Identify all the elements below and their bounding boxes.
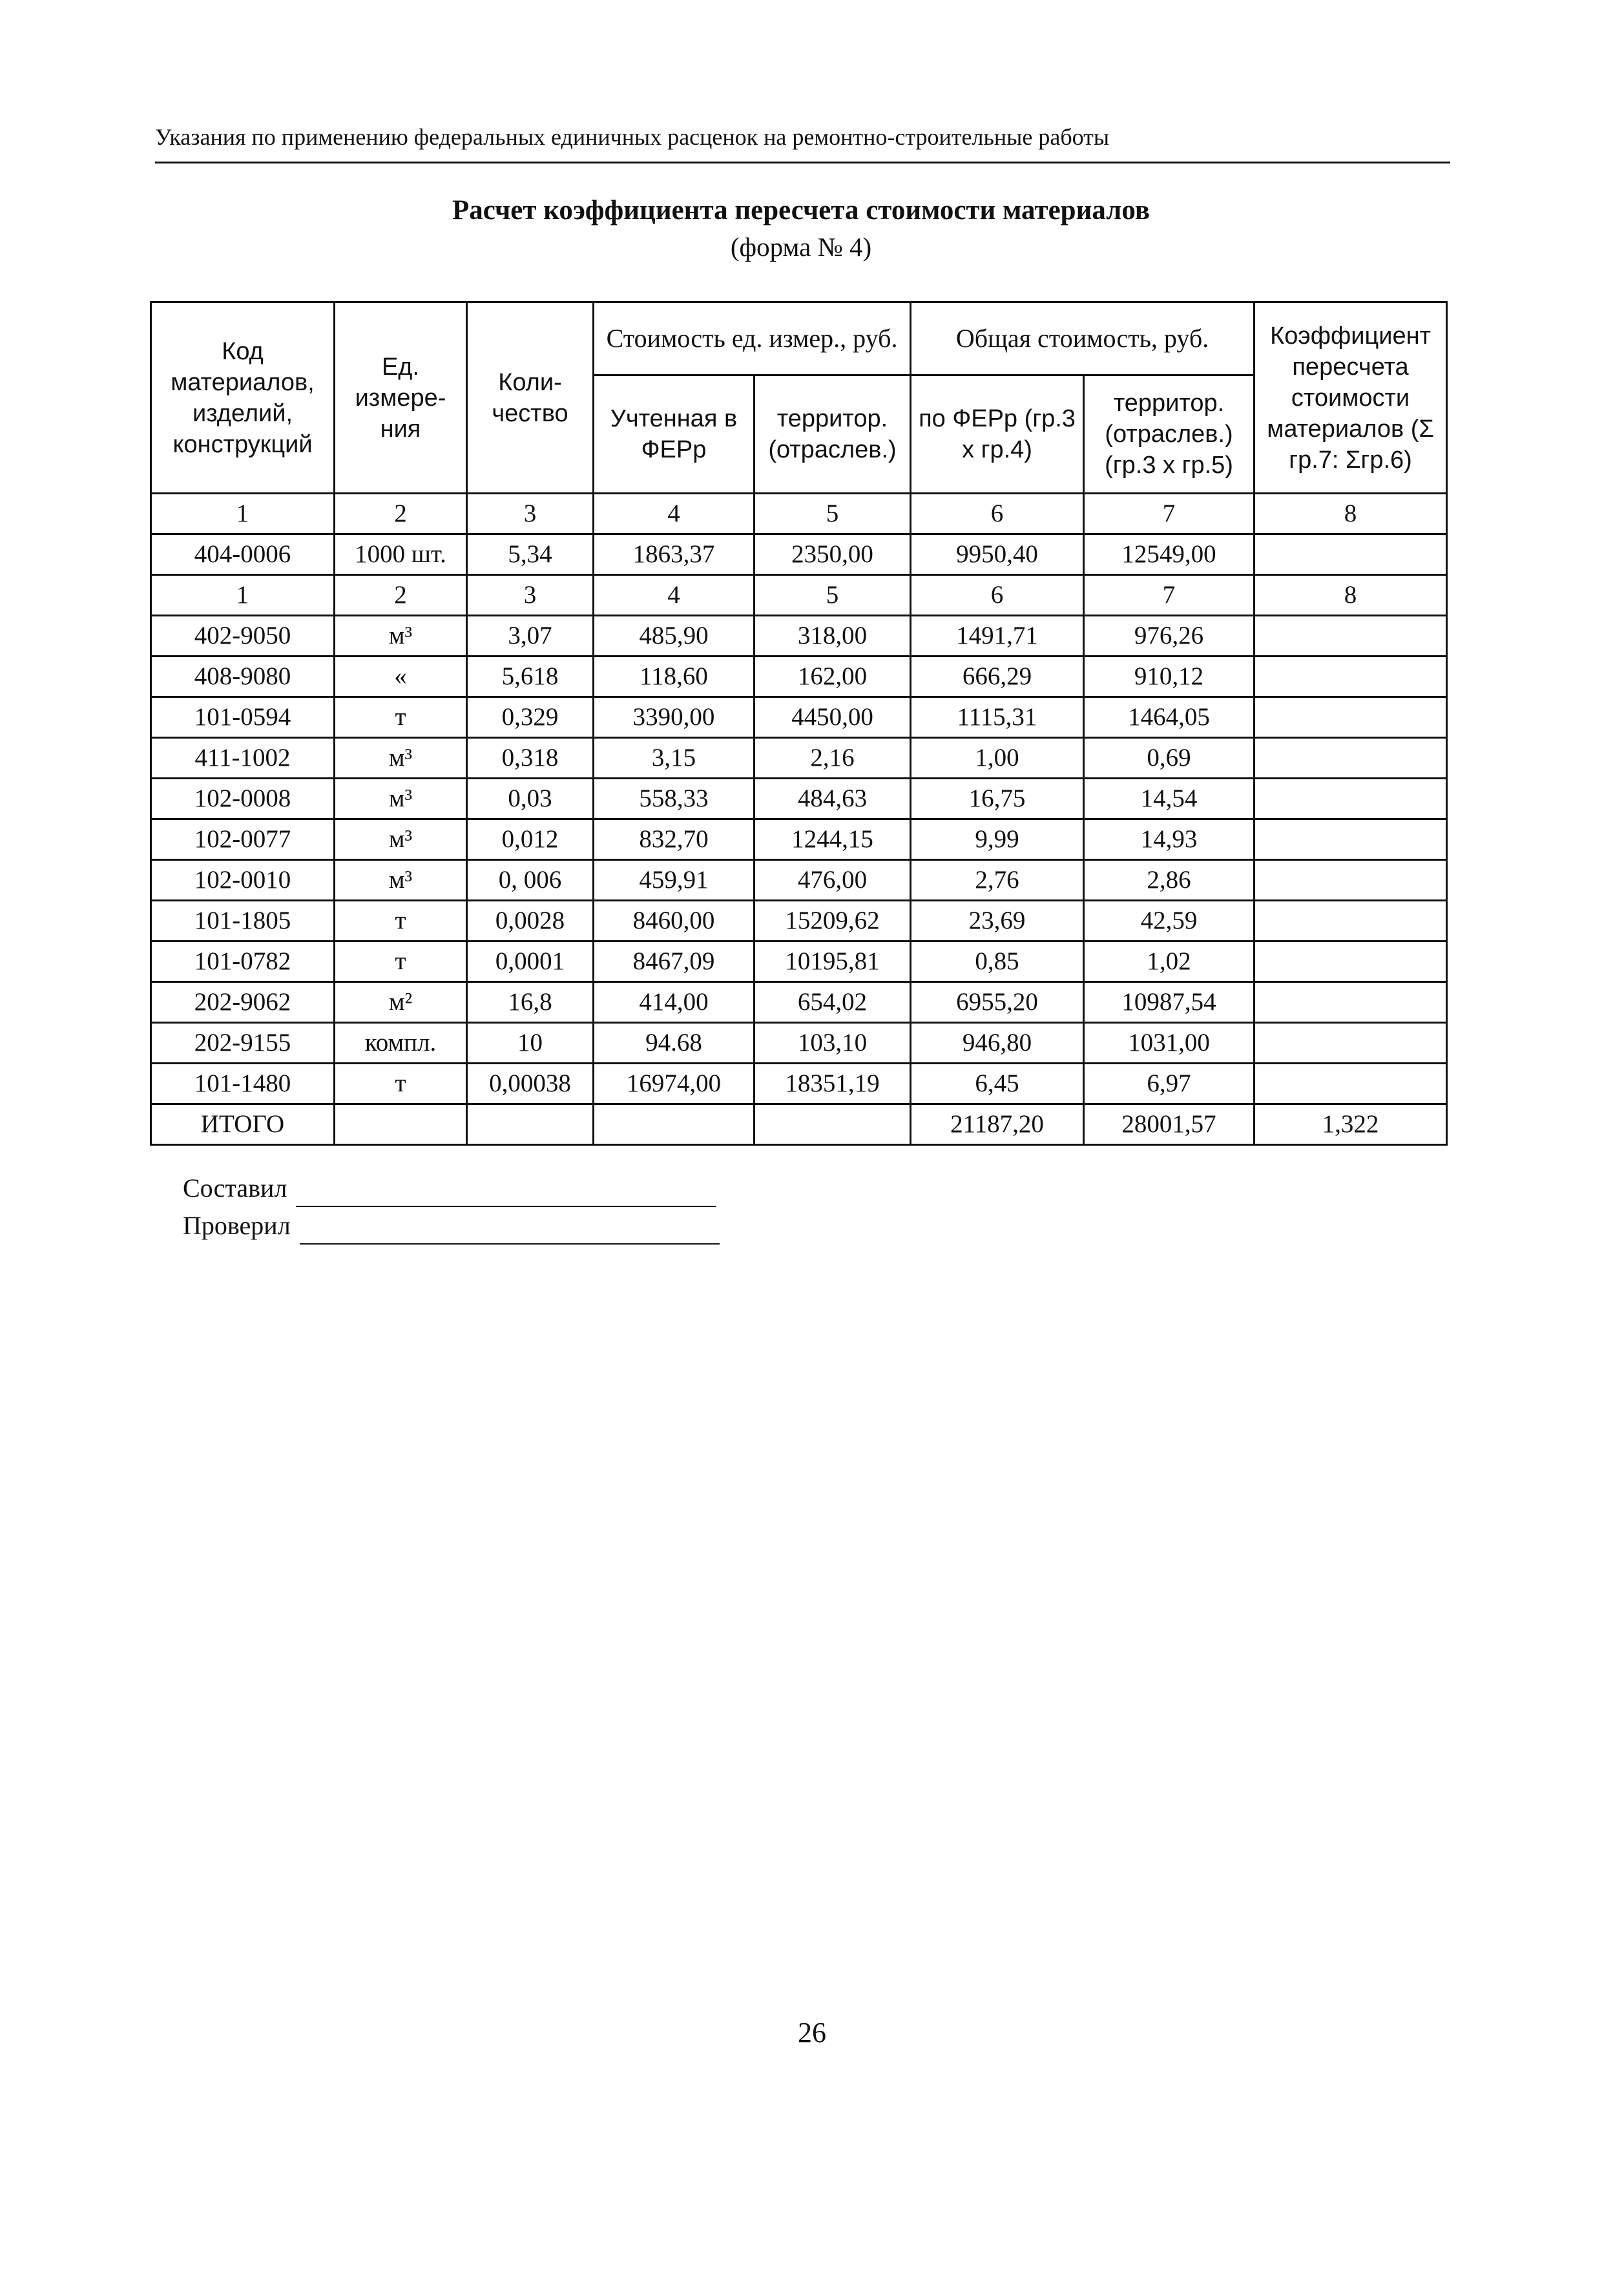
table-cell: 5 bbox=[755, 494, 911, 534]
table-cell: 7 bbox=[1084, 494, 1254, 534]
table-cell: 14,54 bbox=[1084, 779, 1254, 819]
table-cell: 12549,00 bbox=[1084, 534, 1254, 575]
table-cell: 28001,57 bbox=[1084, 1104, 1254, 1145]
table-cell: ИТОГО bbox=[151, 1104, 335, 1145]
table-cell: м³ bbox=[335, 738, 467, 779]
table-cell: 3390,00 bbox=[594, 697, 755, 738]
title-block bbox=[155, 193, 1447, 265]
table-cell: 103,10 bbox=[755, 1023, 911, 1064]
table-cell: 202-9155 bbox=[151, 1023, 335, 1064]
compiled-by-line bbox=[183, 1170, 720, 1207]
checked-by-blank bbox=[300, 1217, 720, 1245]
table-cell: м³ bbox=[335, 819, 467, 860]
table-cell: 6 bbox=[911, 575, 1084, 616]
table-cell: 1244,15 bbox=[755, 819, 911, 860]
table-cell: 2,86 bbox=[1084, 860, 1254, 901]
table-cell: т bbox=[335, 1064, 467, 1104]
table-cell: 414,00 bbox=[594, 982, 755, 1023]
table-cell: 3,15 bbox=[594, 738, 755, 779]
table-cell: 4 bbox=[594, 575, 755, 616]
table-cell: 1000 шт. bbox=[335, 534, 467, 575]
table-cell: 666,29 bbox=[911, 657, 1084, 697]
table-cell: 162,00 bbox=[755, 657, 911, 697]
table-cell: 558,33 bbox=[594, 779, 755, 819]
table-cell: 654,02 bbox=[755, 982, 911, 1023]
compiled-by-label: Составил bbox=[183, 1173, 287, 1203]
table-cell: 0,012 bbox=[467, 819, 594, 860]
table-cell: 2 bbox=[335, 494, 467, 534]
table-cell: 0,69 bbox=[1084, 738, 1254, 779]
table-row bbox=[151, 860, 1447, 901]
table-cell: 1 bbox=[151, 575, 335, 616]
table-cell: 1491,71 bbox=[911, 616, 1084, 657]
table-cell: 484,63 bbox=[755, 779, 911, 819]
table-cell bbox=[1254, 697, 1447, 738]
table-cell: 3 bbox=[467, 575, 594, 616]
table-cell: 102-0010 bbox=[151, 860, 335, 901]
table-cell: м³ bbox=[335, 860, 467, 901]
table-body bbox=[151, 494, 1447, 1145]
table-cell bbox=[1254, 657, 1447, 697]
table-cell: 202-9062 bbox=[151, 982, 335, 1023]
header-total-cost-terr: территор. (отраслев.) (гр.3 х гр.5) bbox=[1084, 375, 1254, 494]
table-cell: 16974,00 bbox=[594, 1064, 755, 1104]
table-cell: 101-1480 bbox=[151, 1064, 335, 1104]
page-number: 26 bbox=[798, 2017, 826, 2048]
table-cell: м³ bbox=[335, 779, 467, 819]
table-cell: 1,02 bbox=[1084, 941, 1254, 982]
table-cell: 408-9080 bbox=[151, 657, 335, 697]
compiled-by-blank bbox=[296, 1180, 716, 1207]
table-row bbox=[151, 738, 1447, 779]
table-cell: 10195,81 bbox=[755, 941, 911, 982]
table-cell bbox=[1254, 779, 1447, 819]
document-title: Расчет коэффициента пересчета стоимости материалов bbox=[452, 195, 1150, 226]
table-cell bbox=[1254, 738, 1447, 779]
table-cell bbox=[1254, 901, 1447, 941]
coefficient-table bbox=[150, 301, 1448, 1146]
table-cell: 1031,00 bbox=[1084, 1023, 1254, 1064]
table-cell: 0,0028 bbox=[467, 901, 594, 941]
table-cell bbox=[1254, 941, 1447, 982]
table-cell: 1 bbox=[151, 494, 335, 534]
table-cell bbox=[467, 1104, 594, 1145]
table-cell: т bbox=[335, 901, 467, 941]
header-code: Код материалов, изделий, конструкций bbox=[151, 302, 335, 494]
header-coefficient: Коэффициент пересчета стоимости материалов (Σ гр.7: Σгр.6) bbox=[1254, 302, 1447, 494]
table-cell: 485,90 bbox=[594, 616, 755, 657]
table-cell: 2,76 bbox=[911, 860, 1084, 901]
table-cell: 976,26 bbox=[1084, 616, 1254, 657]
table-cell: 476,00 bbox=[755, 860, 911, 901]
table-cell: 6,97 bbox=[1084, 1064, 1254, 1104]
table-cell: 6,45 bbox=[911, 1064, 1084, 1104]
running-header: Указания по применению федеральных единичных расценок на ремонтно-строительные работы bbox=[155, 124, 1110, 150]
table-cell: 402-9050 bbox=[151, 616, 335, 657]
table-cell bbox=[1254, 1064, 1447, 1104]
table-cell: 21187,20 bbox=[911, 1104, 1084, 1145]
table-cell: 102-0008 bbox=[151, 779, 335, 819]
table-cell bbox=[1254, 616, 1447, 657]
table-cell: 42,59 bbox=[1084, 901, 1254, 941]
table-row bbox=[151, 657, 1447, 697]
table-cell: 1115,31 bbox=[911, 697, 1084, 738]
table-cell: 8 bbox=[1254, 494, 1447, 534]
table-cell: 459,91 bbox=[594, 860, 755, 901]
table-cell: 3,07 bbox=[467, 616, 594, 657]
table-cell: 0,318 bbox=[467, 738, 594, 779]
form-subtitle: (форма № 4) bbox=[730, 232, 872, 262]
table-cell: 3 bbox=[467, 494, 594, 534]
table-cell bbox=[755, 1104, 911, 1145]
header-unit-cost-fer: Учтенная в ФЕРр bbox=[594, 375, 755, 494]
table-cell: « bbox=[335, 657, 467, 697]
table-cell: 1,322 bbox=[1254, 1104, 1447, 1145]
table-cell: 102-0077 bbox=[151, 819, 335, 860]
table-cell: 118,60 bbox=[594, 657, 755, 697]
table-row bbox=[151, 534, 1447, 575]
table-cell: 15209,62 bbox=[755, 901, 911, 941]
table-cell: 16,75 bbox=[911, 779, 1084, 819]
table-cell: 6955,20 bbox=[911, 982, 1084, 1023]
table-cell bbox=[335, 1104, 467, 1145]
table-cell: 8 bbox=[1254, 575, 1447, 616]
table-cell: 5,34 bbox=[467, 534, 594, 575]
table-row bbox=[151, 901, 1447, 941]
table-cell: т bbox=[335, 941, 467, 982]
header-total-cost-fer: по ФЕРр (гр.3 х гр.4) bbox=[911, 375, 1084, 494]
table-cell: компл. bbox=[335, 1023, 467, 1064]
table-cell: 9950,40 bbox=[911, 534, 1084, 575]
table-cell: 404-0006 bbox=[151, 534, 335, 575]
checked-by-line bbox=[183, 1207, 720, 1245]
table-cell: 16,8 bbox=[467, 982, 594, 1023]
table-row bbox=[151, 819, 1447, 860]
header-unit: Ед. измере-ния bbox=[335, 302, 467, 494]
column-number-row bbox=[151, 575, 1447, 616]
table-row bbox=[151, 779, 1447, 819]
table-cell: 2,16 bbox=[755, 738, 911, 779]
table-cell: 94.68 bbox=[594, 1023, 755, 1064]
table-cell: 910,12 bbox=[1084, 657, 1254, 697]
header-unit-cost: Стоимость ед. измер., руб. bbox=[594, 302, 911, 375]
table-cell: 8467,09 bbox=[594, 941, 755, 982]
table-cell: 101-0594 bbox=[151, 697, 335, 738]
table-cell: 1,00 bbox=[911, 738, 1084, 779]
table-cell bbox=[1254, 860, 1447, 901]
table-cell: 18351,19 bbox=[755, 1064, 911, 1104]
table-cell: 318,00 bbox=[755, 616, 911, 657]
table-cell: 101-0782 bbox=[151, 941, 335, 982]
table-cell: 10987,54 bbox=[1084, 982, 1254, 1023]
table-row bbox=[151, 1064, 1447, 1104]
table-cell: 4 bbox=[594, 494, 755, 534]
table-cell: 1464,05 bbox=[1084, 697, 1254, 738]
header-qty: Коли-чество bbox=[467, 302, 594, 494]
table-cell bbox=[1254, 1023, 1447, 1064]
table-cell: 0,329 bbox=[467, 697, 594, 738]
table-cell: м² bbox=[335, 982, 467, 1023]
table-cell: 832,70 bbox=[594, 819, 755, 860]
table-cell: т bbox=[335, 697, 467, 738]
table-cell: 14,93 bbox=[1084, 819, 1254, 860]
header-total-cost: Общая стоимость, руб. bbox=[911, 302, 1254, 375]
table-cell bbox=[1254, 534, 1447, 575]
table-cell: 9,99 bbox=[911, 819, 1084, 860]
table-cell: 101-1805 bbox=[151, 901, 335, 941]
table-cell bbox=[594, 1104, 755, 1145]
table-cell: 2 bbox=[335, 575, 467, 616]
header-unit-cost-terr: территор. (отраслев.) bbox=[755, 375, 911, 494]
table-cell bbox=[1254, 819, 1447, 860]
table-cell: 2350,00 bbox=[755, 534, 911, 575]
table-cell: м³ bbox=[335, 616, 467, 657]
table-row bbox=[151, 697, 1447, 738]
table-cell: 0,0001 bbox=[467, 941, 594, 982]
table-cell: 946,80 bbox=[911, 1023, 1084, 1064]
checked-by-label: Проверил bbox=[183, 1211, 291, 1240]
table-cell: 1863,37 bbox=[594, 534, 755, 575]
table-cell: 0,03 bbox=[467, 779, 594, 819]
table-row bbox=[151, 1023, 1447, 1064]
table-row bbox=[151, 941, 1447, 982]
total-row bbox=[151, 1104, 1447, 1145]
table-cell: 0, 006 bbox=[467, 860, 594, 901]
table-cell: 7 bbox=[1084, 575, 1254, 616]
signatures bbox=[183, 1170, 720, 1245]
table-cell: 8460,00 bbox=[594, 901, 755, 941]
table-row bbox=[151, 616, 1447, 657]
table-cell: 411-1002 bbox=[151, 738, 335, 779]
table-cell: 0,85 bbox=[911, 941, 1084, 982]
table-cell: 0,00038 bbox=[467, 1064, 594, 1104]
table-cell: 10 bbox=[467, 1023, 594, 1064]
table-cell bbox=[1254, 982, 1447, 1023]
table-cell: 5 bbox=[755, 575, 911, 616]
header-rule bbox=[155, 162, 1450, 163]
table-cell: 23,69 bbox=[911, 901, 1084, 941]
table-cell: 5,618 bbox=[467, 657, 594, 697]
column-number-row bbox=[151, 494, 1447, 534]
table-cell: 6 bbox=[911, 494, 1084, 534]
table-row bbox=[151, 982, 1447, 1023]
table-cell: 4450,00 bbox=[755, 697, 911, 738]
